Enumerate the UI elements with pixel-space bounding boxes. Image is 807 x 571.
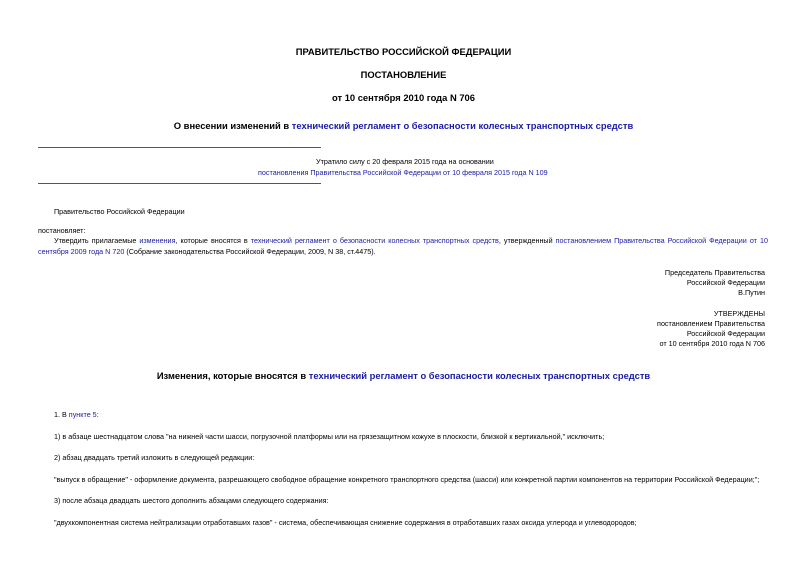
clause-5-link[interactable]: пункте 5 [68, 410, 97, 419]
tech-regulation-link[interactable]: технический регламент о безопасности колесных транспортных средств [291, 120, 634, 131]
approve-text-3: , утвержденный [498, 236, 556, 245]
signature-line-1: Председатель Правительства [664, 268, 765, 277]
item-1 [54, 410, 99, 419]
signature-name: В.Путин [738, 288, 765, 297]
repeal-decree-link[interactable]: постановления Правительства Российской Федерации от 10 февраля 2015 года N 109 [258, 168, 548, 177]
document-type: ПОСТАНОВЛЕНИЕ [360, 69, 447, 80]
status-divider-bottom [38, 183, 321, 184]
gov-line: Правительство Российской Федерации [54, 207, 185, 216]
approve-text-4: (Собрание законодательства Российской Федерации, 2009, N 38, ст.4475). [124, 247, 376, 256]
item-1-suffix: : [96, 410, 99, 419]
document-date-number: от 10 сентября 2010 года N 706 [332, 92, 475, 103]
signature-line-2: Российской Федерации [686, 278, 765, 287]
changes-regulation-link[interactable]: технический регламент о безопасности колесных транспортных средств [308, 370, 651, 381]
decrees-word: постановляет: [38, 226, 86, 235]
government-name: ПРАВИТЕЛЬСТВО РОССИЙСКОЙ ФЕДЕРАЦИИ [295, 46, 512, 57]
change-paragraph-3: "выпуск в обращение" - оформление документа, разрешающего свободное обращение конкретного транспортного средства (шасси) или конкретной партии компонентов на территории Российской Федерации;"; [54, 475, 760, 484]
changes-link[interactable]: изменения [139, 236, 176, 245]
status-text: Утратило силу с 20 февраля 2015 года на основании [316, 157, 494, 166]
approved-line-2: постановлением Правительства [657, 319, 765, 328]
document-title-prefix: О внесении изменений в [173, 120, 292, 131]
approve-text-2: , которые вносятся в [175, 236, 251, 245]
approved-line-4: от 10 сентября 2010 года N 706 [659, 339, 765, 348]
regulation-link[interactable]: технический регламент о безопасности колесных транспортных средств [250, 236, 499, 245]
changes-title [0, 370, 807, 381]
change-paragraph-1: 1) в абзаце шестнадцатом слова "на нижней части шасси, погрузочной платформы или на грязезащитном кожухе в плоскости, близкой к вертикальной," исключить; [54, 432, 605, 441]
approved-line-1: УТВЕРЖДЕНЫ [713, 309, 765, 318]
status-divider-top [38, 147, 321, 148]
approve-text-1: Утвердить прилагаемые [54, 236, 140, 245]
change-paragraph-4: 3) после абзаца двадцать шестого дополнить абзацами следующего содержания: [54, 496, 329, 505]
approve-paragraph [38, 235, 768, 257]
document-title [0, 120, 807, 131]
approved-line-3: Российской Федерации [686, 329, 765, 338]
change-paragraph-2: 2) абзац двадцать третий изложить в следующей редакции: [54, 453, 255, 462]
change-paragraph-5: "двухкомпонентная система нейтрализации отработавших газов" - система, обеспечивающая снижение содержания в отработавших газах оксида углерода и углеводородов; [54, 518, 637, 527]
changes-title-prefix: Изменения, которые вносятся в [156, 370, 309, 381]
decree-720-link[interactable]: постановлением Правительства Российской Федерации от 10 сентября 2009 года N 720 [38, 236, 768, 256]
item-1-prefix: 1. В [54, 410, 69, 419]
